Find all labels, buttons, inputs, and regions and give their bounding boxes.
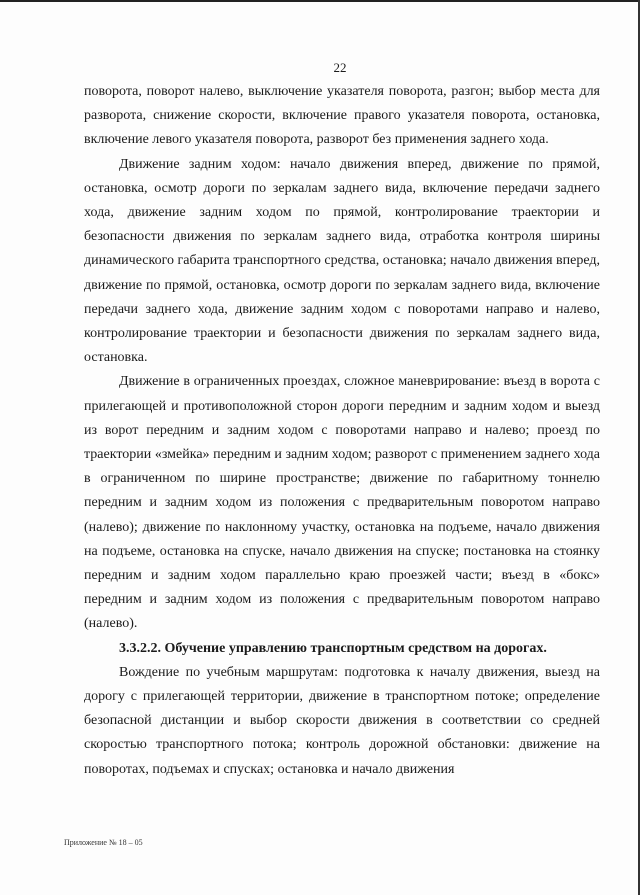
paragraph-limited-passages: Движение в ограниченных проездах, сложное маневрирование: въезд в ворота с прилегающей и противоположной сторон дороги передним и задним ходом и выезд из ворот передним и задним ходом с поворотами направо и налево; проезд по траектории «змейка» передним и задним ходом; разворот с применением заднего хода в ограниченном по ширине пространстве; движение по габаритному тоннелю передним и задним ходом из положения с предварительным поворотом направо (налево); движение по наклонному участку, остановка на подъеме, начало движения на подъеме, остановка на спуске, начало движения на спуске; постановка на стоянку передним и задним ходом параллельно краю проезжей части; въезд в «бокс» передним и задним ходом из положения с предварительным поворотом направо (налево). [84,374,600,632]
page-number: 22 [333,60,347,75]
scan-edge-top [0,0,640,2]
footer-note: Приложение № 18 – 05 [64,838,143,847]
paragraph-reverse-driving: Движение задним ходом: начало движения вперед, движение по прямой, остановка, осмотр дороги по зеркалам заднего вида, включение передачи заднего хода, движение задним ходом по прямой, контролирование траектории и безопасности движения по зеркалам заднего вида, отработка контроля ширины динамического габарита транспортного средства, остановка; начало движения вперед, движение по прямой, остановка, осмотр дороги по зеркалам заднего вида, включение передачи заднего хода, движение задним ходом с поворотами направо и налево, контролирование траектории и безопасности движения по зеркалам заднего вида, остановка. [84,156,600,366]
section-heading: 3.3.2.2. Обучение управлению транспортным средством на дорогах. [119,640,547,656]
paragraph-continuation: поворота, поворот налево, выключение указателя поворота, разгон; выбор места для разворота, снижение скорости, включение правого указателя поворота, остановка, включение левого указателя поворота, разворот без применения заднего хода. [84,84,600,148]
paragraph-training-routes: Вождение по учебным маршрутам: подготовка к началу движения, выезд на дорогу с прилегающей территории, движение в транспортном потоке; определение безопасной дистанции и выбор скорости движения в соответствии со средней скоростью транспортного потока; контроль дорожной обстановки: движение на поворотах, подъемах и спусках; остановка и начало движения [84,664,600,777]
body-text [84,80,600,782]
